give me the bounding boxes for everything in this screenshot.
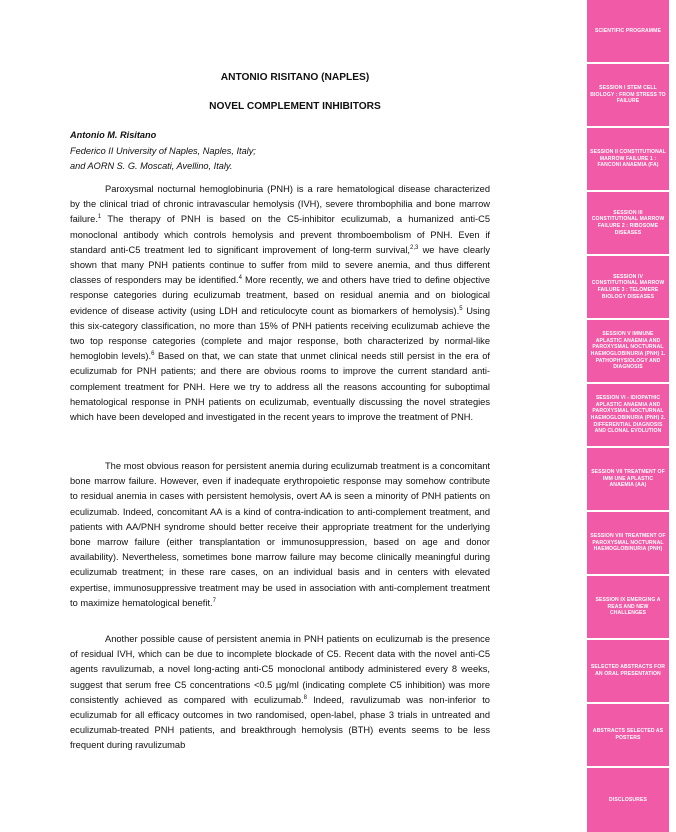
nav-session-4[interactable] bbox=[587, 256, 669, 318]
paragraph-text: The most obvious reason for persistent anemia during eculizumab treatment is a concomitant bone marrow failure. However, even if inadequate erythropoietic response may somehow contribute to residual anemia in cases with persistent hemolysis, overt AA is seen a minority of PNH patients on eculizumab. Indeed, concomitant AA is a kind of contra-indication to anti-complement treatment, and patients with AA/PNH syndrome should better receive their appropriate treatment for the underlying bone marrow failure (either transplantation or immunosuppression, based on age and donor availability). Nevertheless, sometimes bone marrow failure may become clinically meaningful during eculizumab treatment; in these rare cases, on an individual basis and in centers with elevated expertise, immunosuppressive treatment may be used in association with anti-complement treatment to maximize hematological benefit. bbox=[70, 461, 490, 608]
nav-session-5[interactable] bbox=[587, 320, 669, 382]
nav-session-7[interactable] bbox=[587, 448, 669, 510]
nav-scientific-programme[interactable] bbox=[587, 0, 669, 62]
nav-label: SESSION VII TREATMENT OF IMM UNE APLASTIC ANAEMIA (AA) bbox=[591, 469, 665, 489]
citation-ref: 7 bbox=[212, 597, 216, 604]
paragraph-text: we have clearly shown that many PNH patients continue to suffer from mild to severe anemia, and thus different classes of responders may be identified. bbox=[70, 244, 490, 286]
nav-session-8[interactable] bbox=[587, 512, 669, 574]
nav-disclosures[interactable] bbox=[587, 768, 669, 832]
nav-label: SESSION II CONSTITUTIONAL MARROW FAILURE 1 : FANCONI ANAEMIA (FA) bbox=[590, 149, 666, 169]
nav-session-1[interactable] bbox=[587, 64, 669, 126]
paragraph-text: More recently, we and others have tried to define objective response categories during eculizumab treatment, based on residual anemia and on biological evidence of disease activity (using LDH and reticulocyte count as biomarkers of hemolysis). bbox=[70, 275, 490, 316]
paragraph-text: The therapy of PNH is based on the C5-inhibitor eculizumab, a humanized anti-C5 monoclonal antibody which controls hemolysis and prevent thromboembolism of PNH. Even if standard anti-C5 treatment led to significant improvement of long-term survival, bbox=[70, 214, 490, 255]
author-name: Antonio M. Risitano bbox=[70, 130, 157, 140]
nav-label: SCIENTIFIC PROGRAMME bbox=[595, 27, 661, 34]
nav-session-3[interactable] bbox=[587, 192, 669, 254]
nav-label: SESSION V IMMUNE APLASTIC ANAEMIA AND PAROXYSMAL NOCTURNAL HAEMOGLOBINURIA (PNH) 1. PATHOPHYSIOLOGY AND DIAGNOSIS bbox=[590, 331, 666, 371]
citation-ref: 6 bbox=[151, 351, 155, 358]
body-paragraph bbox=[70, 632, 490, 754]
body-paragraph bbox=[70, 459, 490, 611]
nav-session-6[interactable] bbox=[587, 384, 669, 446]
author-affiliation: and AORN S. G. Moscati, Avellino, Italy. bbox=[70, 161, 233, 171]
paragraph-text: Using this six-category classification, no more than 15% of PNH patients receiving eculizumab achieve the two top response categories (complete and major response, both characterized by normal-like hemoglobin levels). bbox=[70, 305, 490, 362]
citation-ref: 4 bbox=[238, 275, 242, 282]
nav-selected-abstracts-oral[interactable] bbox=[587, 640, 669, 702]
nav-label: DISCLOSURES bbox=[609, 796, 647, 803]
paragraph-text: Indeed, ravulizumab was non-inferior to eculizumab for all efficacy outcomes in two randomised, open-label, phase 3 trials in untreated and eculizumab-treated PNH patients, and breakthrough hemolysis (BTH) events seems to be less frequent during ravulizumab bbox=[70, 694, 490, 751]
nav-label: SESSION I STEM CELL BIOLOGY : FROM STRESS TO FAILURE bbox=[590, 85, 666, 105]
nav-abstracts-posters[interactable] bbox=[587, 704, 669, 766]
nav-label: SESSION IX EMERGING A REAS AND NEW CHALLENGES bbox=[595, 597, 661, 617]
abstract-title: NOVEL COMPLEMENT INHIBITORS bbox=[209, 101, 381, 112]
nav-label: SELECTED ABSTRACTS FOR AN ORAL PRESENTATION bbox=[590, 664, 666, 677]
citation-ref: 1 bbox=[97, 214, 102, 221]
paragraph-text: Paroxysmal nocturnal hemoglobinuria (PNH) is a rare hematological disease characterized by the clinical triad of chronic intravascular hemolysis (IVH), severe thrombophilia and bone marrow failure. bbox=[70, 184, 490, 225]
nav-session-9[interactable] bbox=[587, 576, 669, 638]
author-block bbox=[70, 128, 490, 175]
nav-label: SESSION VIII TREATMENT OF PAROXYSMAL NOCTURNAL HAEMOGLOBINURIA (PNH) bbox=[590, 533, 666, 553]
nav-session-2[interactable] bbox=[587, 128, 669, 190]
sidebar-nav bbox=[587, 0, 672, 832]
nav-label: SESSION III CONSTITUTIONAL MARROW FAILURE 2 : RIBOSOME DISEASES bbox=[591, 209, 665, 236]
citation-ref: 2,3 bbox=[409, 244, 419, 251]
nav-label: SESSION VI - IDIOPATHIC APLASTIC ANAEMIA AND PAROXYSMAL NOCTURNAL HAEMOGLOBINURIA (PNH) 2. DIFFERENTIAL DIAGNOSIS AND CLONAL EVOLUTION bbox=[590, 395, 666, 435]
nav-label: ABSTRACTS SELECTED AS POSTERS bbox=[592, 728, 664, 741]
nav-label: SESSION IV CONSTITUTIONAL MARROW FAILURE 3 : TELOMERE BIOLOGY DISEASES bbox=[591, 273, 665, 300]
citation-ref: 5 bbox=[459, 305, 463, 312]
paragraph-text: Based on that, we can state that unmet clinical needs still persist in the era of eculizumab for PNH patients; and there are obvious rooms to improve the current standard anti-complement treatment for PNH. Here we try to address all the reasons accounting for suboptimal hematological response in PNH patients on eculizumab, eventually discussing the novel strategies which have been developed and investigated in the recent years to improve the treatment of PNH. bbox=[70, 351, 490, 423]
author-affiliation: Federico II University of Naples, Naples, Italy; bbox=[70, 145, 256, 156]
speaker-heading: ANTONIO RISITANO (NAPLES) bbox=[220, 72, 370, 83]
body-paragraph bbox=[70, 182, 490, 425]
paragraph-text: Another possible cause of persistent anemia in PNH patients on eculizumab is the presence of residual IVH, which can be due to incomplete blockade of C5. Recent data with the novel anti-C5 agents ravulizumab, a novel long-acting anti-C5 monoclonal antibody administered every 8 weeks, suggest that serum free C5 concentrations <0.5 µg/ml (indicating complete C5 inhibition) was more consistently achieved as compared with eculizumab. bbox=[70, 634, 490, 705]
citation-ref: 8 bbox=[303, 694, 307, 701]
